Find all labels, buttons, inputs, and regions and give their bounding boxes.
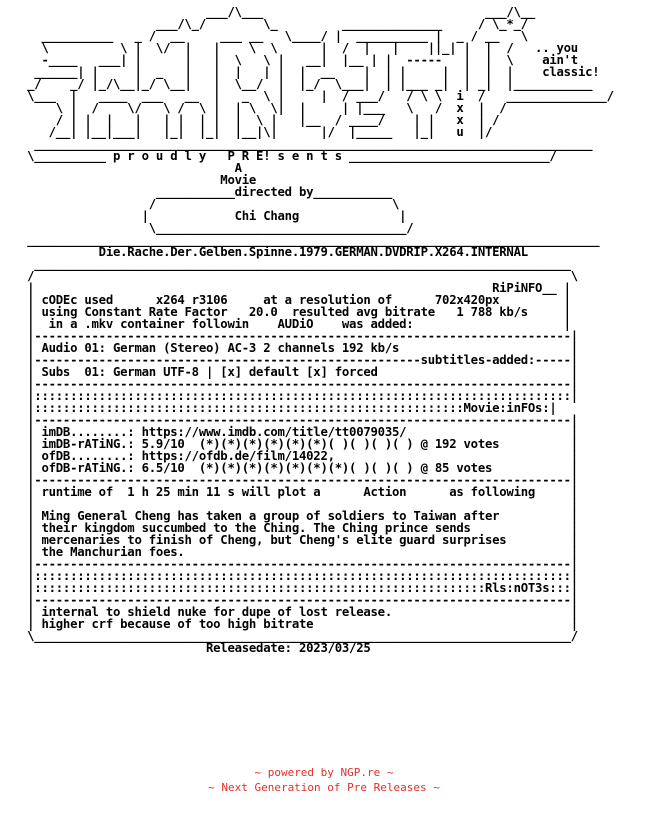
nfo-line: \ | / \/ \ / \ | | \ \| | | |___ \ / x | / — [20, 101, 507, 115]
nfo-line: | Ming General Cheng has taken a group of soldiers to Taiwan after | — [20, 509, 578, 523]
nfo-line: | mercenaries to finish of Cheng, but Cheng's elite guard surprises | — [20, 533, 578, 547]
nfo-line: |---------------------------------------------------------------------------| — [20, 557, 578, 571]
nfo-text — [20, 6, 614, 654]
nfo-line: / \ — [20, 197, 400, 211]
nfo-line: |::::::::::::::::::::::::::::::::::::::::::::::::::::::::::::Movie:inFOs:| — [20, 401, 557, 415]
nfo-line: -____ ___| | | | \ \ | __| |__ | | ----- | | \ ain't — [20, 53, 578, 67]
nfo-line: ______| | | _ | | | | | | __ | | | | | | | classic! — [20, 65, 600, 79]
nfo-line: |:::::::::::::::::::::::::::::::::::::::::::::::::::::::::::::::::::::::::::| — [20, 569, 578, 583]
nfo-line: ______________________________________________________________________________ — [20, 137, 593, 151]
nfo-line: | Chi Chang | — [20, 209, 407, 223]
nfo-line: |:::::::::::::::::::::::::::::::::::::::::::::::::::::::::::::::::::::::::::| — [20, 389, 578, 403]
nfo-line: |:::::::::::::::::::::::::::::::::::::::::::::::::::::::::::::::Rls:nOT3s:::| — [20, 581, 578, 595]
nfo-line: | ofDB........: https://ofdb.de/film/14022, | — [20, 449, 578, 463]
nfo-line: ___________________________________________________________________________ — [20, 257, 571, 271]
nfo-line: Releasedate: 2023/03/25 — [20, 641, 371, 655]
footer — [0, 765, 648, 795]
nfo-line: __________ _ / __ ___ __ \____/ | __________ | _ / __ \ — [20, 29, 528, 43]
nfo-line: | internal to shield nuke for dupe of lost release. | — [20, 605, 578, 619]
nfo-line: | their kingdom succumbed to the Ching. The Ching prince sends | — [20, 521, 578, 535]
nfo-line: / \ — [20, 269, 578, 283]
nfo-line: | Audio 01: German (Stereo) AC-3 2 channels 192 kb/s | — [20, 341, 578, 355]
nfo-line: |------------------------------------------------------subtitles-added:-----| — [20, 353, 578, 367]
nfo-line: \__________ p r o u d l y P R E! s e n t s ____________________________/ — [20, 149, 557, 163]
nfo-line: |---------------------------------------------------------------------------| — [20, 377, 578, 391]
nfo-line: \___________________________________/ — [20, 221, 414, 235]
nfo-line: Movie — [20, 173, 257, 187]
footer-tagline: ~ Next Generation of Pre Releases ~ — [208, 781, 440, 794]
nfo-line: | higher crf because of too high bitrate | — [20, 617, 578, 631]
nfo-line: |---------------------------------------------------------------------------| — [20, 329, 578, 343]
nfo-line: | the Manchurian foes. | — [20, 545, 578, 559]
nfo-line: Die.Rache.Der.Gelben.Spinne.1979.GERMAN.DVDRIP.X264.INTERNAL — [20, 245, 528, 259]
nfo-line: | imDB-rATiNG.: 5.9/10 (*)(*)(*)(*)(*)(*)( )( )( )( ) @ 192 votes | — [20, 437, 578, 451]
footer-powered-by: ~ powered by NGP.re ~ — [254, 766, 394, 779]
nfo-line: /__| |__|___| |_| |_| |__|\| |/ |_____ |_| u |/ — [20, 125, 493, 139]
nfo-line: |---------------------------------------------------------------------------| — [20, 413, 578, 427]
nfo-line: | in a .mkv container followin AUDiO was added: | — [20, 317, 571, 331]
nfo-line: ___________directed by___________ — [20, 185, 392, 199]
nfo-line: \___________________________________________________________________________/ — [20, 629, 578, 643]
nfo-line: A — [20, 161, 242, 175]
nfo-line: | RiPiNFO__ | — [20, 281, 571, 295]
nfo-line: | ofDB-rATiNG.: 6.5/10 (*)(*)(*)(*)(*)(*)(*)( )( )( ) @ 85 votes | — [20, 461, 578, 475]
nfo-line: | Subs 01: German UTF-8 | [x] default [x] forced | — [20, 365, 578, 379]
nfo-line: \___ | ____ ___ __ | _ \ | | / ___/ / \ \ i / ______________/ — [20, 89, 614, 103]
nfo-line: \ \ | \/ | | \ \ | / | | ||_| | | / .. you — [20, 41, 578, 55]
nfo-line: _/ _/ |_/\__|_/ \__| | \__/ | |_/ \___| | |___ _| | _| |___________ — [20, 77, 593, 91]
nfo-line: | | — [20, 497, 578, 511]
nfo-line: | cODEc used x264 r3106 at a resolution of 702x420px | — [20, 293, 571, 307]
nfo-line: | imDB........: https://www.imdb.com/title/tt0079035/ | — [20, 425, 578, 439]
nfo-line: |---------------------------------------------------------------------------| — [20, 473, 578, 487]
nfo-line: | using Constant Rate Factor 20.0 resulted avg bitrate 1 788 kb/s | — [20, 305, 571, 319]
nfo-line: ___/\___ ___/\__ — [20, 5, 536, 19]
nfo-line: |---------------------------------------------------------------------------| — [20, 593, 578, 607]
nfo-line: ________________________________________________________________________________ — [20, 233, 600, 247]
nfo-line: | runtime of 1 h 25 min 11 s will plot a Action as following | — [20, 485, 578, 499]
nfo-line: / | | | | | | | | | \ | |__ / ____/ | | x | / — [20, 113, 500, 127]
nfo-line: ___/\_/ \_ ______________ / \_*_/ — [20, 17, 528, 31]
